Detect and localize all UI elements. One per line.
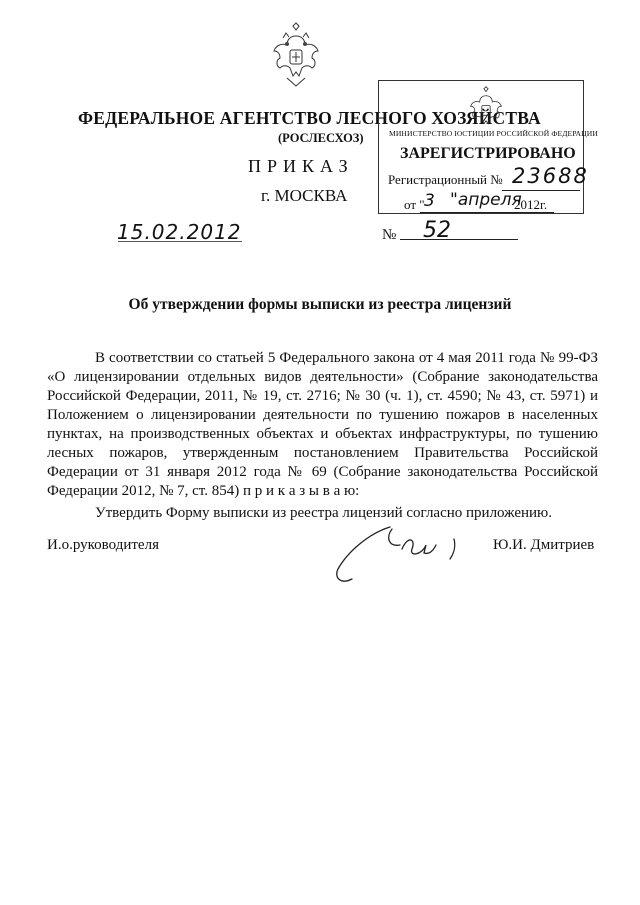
order-number: 52: [423, 218, 451, 243]
body-line: Федерации от 31 января 2012 года № 69 (Собрание законодательства Российской: [47, 464, 598, 480]
registration-date-underline: [420, 212, 554, 213]
order-number-sign: №: [382, 227, 397, 243]
body-line: Российской Федерации, 2011, № 19, ст. 2716; № 30 (ч. 1), ст. 4590; № 43, ст. 5971) и: [47, 388, 598, 404]
document-type: ПРИКАЗ: [248, 156, 354, 176]
order-date: 15.02.2012: [117, 220, 242, 244]
resolution-text: Утвердить Форму выписки из реестра лицензий согласно приложению.: [95, 505, 553, 521]
registration-number-label: Регистрационный №: [388, 172, 503, 187]
body-line: «О лицензировании отдельных видов деятельности» (Собрание законодательства: [47, 369, 598, 385]
signer-name: Ю.И. Дмитриев: [493, 537, 595, 553]
order-date-underline: [118, 241, 242, 242]
agency-name: ФЕДЕРАЛЬНОЕ АГЕНТСТВО ЛЕСНОГО ХОЗЯЙСТВА: [78, 108, 541, 128]
stamp-ministry: МИНИСТЕРСТВО ЮСТИЦИИ РОССИЙСКОЙ ФЕДЕРАЦИИ: [389, 129, 598, 138]
handwritten-signature: [330, 519, 470, 591]
body-line: В соответствии со статьей 5 Федерального закона от 4 мая 2011 года № 99-ФЗ: [95, 350, 598, 366]
signer-title: И.о.руководителя: [47, 537, 159, 553]
agency-abbreviation: (РОСЛЕСХОЗ): [278, 131, 364, 145]
document-title: Об утверждении формы выписки из реестра лицензий: [128, 296, 512, 313]
registration-number: 23688: [512, 164, 589, 188]
body-line: Федерации 2012, № 7, ст. 854) п р и к а з ы в а ю:: [47, 483, 360, 499]
registration-date-year: 2012г.: [514, 197, 548, 212]
order-number-underline: [400, 239, 518, 240]
body-line: Положением о лицензировании деятельности по тушению пожаров в населенных: [47, 407, 598, 423]
registration-date-month: "апреля: [450, 190, 522, 210]
stamp-emblem-icon: [467, 86, 505, 132]
registration-date-day: 3: [424, 191, 435, 211]
body-line: лесных пожаров, утвержденным постановлением Правительства Российской: [47, 445, 598, 461]
registration-date-prefix: от ": [404, 197, 425, 212]
city: г. МОСКВА: [261, 186, 348, 205]
stamp-status: ЗАРЕГИСТРИРОВАНО: [400, 145, 576, 162]
russian-coat-of-arms-icon: [273, 22, 319, 88]
body-line: пунктах, на производственных объектах и объектах инфраструктуры, по тушению: [47, 426, 598, 442]
